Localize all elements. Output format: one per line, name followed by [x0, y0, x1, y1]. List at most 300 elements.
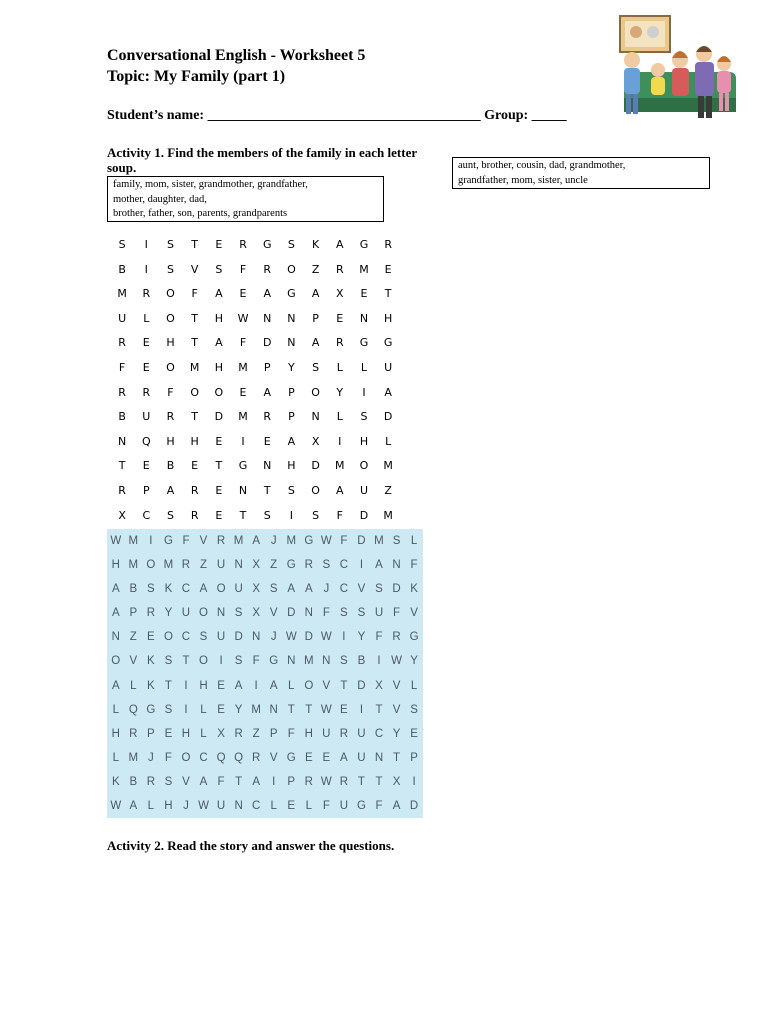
soup2-row — [107, 794, 423, 818]
soup-letter: F — [340, 535, 348, 548]
soup-letter: I — [289, 508, 294, 522]
soup-letter: I — [184, 679, 188, 692]
soup-letter: G — [383, 336, 393, 350]
soup-letter: L — [200, 727, 207, 740]
soup-letter: D — [409, 799, 419, 812]
soup-letter: I — [359, 559, 364, 572]
soup-letter: M — [359, 262, 369, 276]
soup-letter: V — [392, 679, 401, 692]
soup-letter: L — [336, 410, 343, 424]
soup-letter: E — [304, 751, 313, 764]
soup-letter: A — [111, 583, 120, 596]
soup-letter: T — [191, 238, 199, 251]
soup-letter: K — [147, 679, 155, 692]
soup-letter: G — [262, 238, 272, 251]
soup-letter: V — [410, 607, 418, 620]
soup-letter: H — [190, 434, 199, 448]
soup-letter: Z — [384, 484, 392, 497]
soup-letter: W — [285, 631, 297, 644]
soup-letter: A — [166, 484, 175, 497]
soup-letter: S — [166, 238, 174, 251]
soup-letter: R — [142, 385, 151, 399]
soup-letter: G — [356, 799, 366, 812]
soup-letter: Z — [129, 631, 137, 644]
soup-letter: L — [288, 679, 295, 692]
soup-letter: T — [340, 679, 348, 692]
soup-letter: O — [199, 655, 208, 668]
soup-letter: E — [384, 262, 392, 276]
soup1-row — [110, 484, 400, 497]
soup1-row — [110, 435, 400, 448]
soup-letter: D — [392, 583, 401, 596]
soup-letter: D — [357, 535, 366, 548]
soup-letter: S — [263, 508, 271, 522]
soup-letter: S — [322, 559, 331, 572]
soup-letter: I — [144, 262, 148, 276]
soup-letter: C — [251, 799, 261, 812]
soup-letter: O — [181, 751, 191, 764]
soup-letter: X — [118, 508, 126, 522]
soup-letter: N — [234, 559, 243, 572]
soup-letter: M — [251, 703, 261, 716]
soup-letter: S — [375, 583, 383, 596]
soup-letter: A — [311, 287, 320, 301]
worksheet-title: Conversational English - Worksheet 5 — [107, 47, 366, 64]
soup-letter: M — [335, 459, 345, 473]
soup-letter: A — [340, 751, 348, 764]
soup-letter: T — [287, 703, 295, 716]
soup-letter: N — [304, 607, 313, 620]
soup-letter: A — [287, 434, 296, 448]
soup-letter: E — [147, 631, 155, 644]
soup-letter: M — [383, 508, 393, 522]
soup-letter: L — [336, 361, 343, 374]
soup-letter: F — [375, 631, 383, 644]
soup-letter: B — [118, 410, 126, 424]
soup-letter: E — [217, 679, 225, 692]
soup-letter: M — [238, 361, 248, 374]
activity1-heading: Activity 1. Find the members of the family in each letter soup. — [107, 145, 417, 175]
soup-letter: I — [272, 775, 276, 788]
soup-letter: A — [199, 775, 208, 788]
soup-letter: M — [128, 559, 139, 572]
soup-letter: N — [392, 559, 401, 572]
soup-letter: L — [410, 535, 418, 548]
soup-letter: O — [111, 655, 121, 668]
soup-letter: I — [362, 385, 366, 399]
soup1-row — [110, 312, 400, 325]
soup-letter: D — [287, 607, 296, 620]
soup-letter: E — [360, 287, 368, 301]
word-list-box-1 — [107, 176, 384, 222]
soup-letter: G — [286, 751, 296, 764]
soup2-row — [107, 649, 423, 673]
soup-letter: X — [252, 583, 260, 596]
soup-letter: U — [384, 361, 393, 374]
soup-letter: T — [357, 775, 365, 788]
soup-letter: W — [110, 535, 122, 548]
soup-letter: U — [216, 631, 226, 644]
soup-letter: T — [375, 703, 383, 716]
soup-letter: S — [199, 631, 208, 644]
soup-letter: A — [252, 775, 260, 788]
soup-letter: H — [304, 727, 313, 740]
soup-letter: K — [164, 583, 173, 596]
soup-letter: P — [312, 311, 319, 325]
soup-letter: M — [303, 655, 314, 668]
soup-letter: T — [239, 508, 247, 522]
soup-letter: O — [304, 679, 314, 692]
soup-letter: J — [147, 751, 154, 764]
soup-letter: X — [217, 727, 225, 740]
soup-letter: R — [118, 484, 126, 497]
soup-letter: E — [217, 703, 225, 716]
soup-letter: T — [375, 775, 383, 788]
soup-letter: W — [320, 703, 332, 716]
soup-letter: S — [392, 535, 401, 548]
soup-letter: A — [311, 336, 320, 350]
soup-letter: F — [239, 262, 247, 276]
soup-letter: R — [335, 262, 344, 276]
soup1-row — [110, 361, 400, 374]
soup-letter: R — [335, 336, 344, 350]
soup-letter: W — [110, 799, 122, 812]
soup-letter: O — [287, 262, 296, 276]
soup-letter: L — [143, 311, 150, 325]
soup-letter: U — [234, 583, 243, 596]
soup-letter: O — [359, 459, 369, 473]
soup-letter: A — [269, 679, 278, 692]
soup-letter: N — [238, 484, 248, 497]
soup-letter: V — [129, 655, 138, 668]
soup-letter: P — [288, 410, 295, 424]
soup-letter: G — [269, 655, 279, 668]
soup-letter: D — [214, 410, 224, 424]
soup-letter: O — [163, 631, 173, 644]
soup-letter: G — [146, 703, 156, 716]
soup2-row — [107, 601, 423, 625]
soup1-row — [110, 459, 400, 472]
soup-letter: M — [189, 361, 200, 374]
soup1-row — [110, 238, 400, 251]
soup-letter: L — [270, 799, 277, 812]
soup-letter: X — [392, 775, 401, 788]
soup-letter: E — [215, 434, 223, 448]
soup-letter: Z — [199, 559, 208, 572]
soup-letter: C — [142, 508, 151, 522]
word-list-line: grandfather, mom, sister, uncle — [458, 174, 588, 186]
soup-letter: S — [166, 262, 174, 276]
soup2-row — [107, 746, 423, 770]
soup-letter: H — [166, 434, 175, 448]
soup-letter: T — [215, 459, 223, 473]
soup-letter: W — [320, 535, 332, 548]
soup-letter: S — [166, 508, 174, 522]
soup2-row — [107, 577, 423, 601]
soup-letter: A — [252, 535, 260, 548]
soup-letter: E — [336, 311, 344, 325]
soup2-row — [107, 770, 423, 794]
soup-letter: S — [147, 583, 155, 596]
soup-letter: F — [322, 607, 330, 620]
soup-letter: R — [118, 385, 126, 399]
soup-letter: W — [320, 631, 332, 644]
soup-letter: A — [287, 583, 296, 596]
soup-letter: F — [118, 361, 126, 374]
soup-letter: N — [234, 799, 243, 812]
soup2-row — [107, 698, 423, 722]
soup-letter: T — [164, 679, 172, 692]
soup-letter: L — [360, 361, 368, 374]
soup2-row — [107, 625, 423, 649]
soup-letter: T — [393, 751, 401, 764]
soup-letter: C — [339, 559, 349, 572]
soup-letter: E — [215, 238, 223, 251]
soup-letter: H — [359, 434, 369, 448]
soup-letter: P — [129, 607, 138, 620]
soup-letter: N — [269, 703, 278, 716]
soup-letter: V — [392, 703, 401, 716]
soup-letter: S — [287, 484, 295, 497]
soup-letter: Z — [311, 262, 320, 276]
soup-letter: N — [216, 607, 226, 620]
soup-letter: H — [111, 559, 120, 572]
soup-letter: E — [191, 459, 199, 473]
soup-letter: R — [392, 631, 401, 644]
soup-letter: R — [239, 238, 247, 251]
soup-letter: E — [215, 508, 223, 522]
soup-letter: S — [312, 508, 320, 522]
soup-letter: E — [410, 727, 418, 740]
soup-letter: T — [191, 336, 199, 350]
soup-letter: O — [166, 361, 175, 374]
soup-letter: N — [287, 655, 296, 668]
soup-letter: L — [200, 703, 207, 716]
soup-letter: N — [322, 655, 331, 668]
soup-letter: D — [357, 679, 366, 692]
soup-letter: V — [199, 535, 208, 548]
soup-letter: C — [181, 583, 191, 596]
soup-letter: S — [287, 238, 295, 251]
family-portrait-icon — [612, 14, 740, 126]
soup-letter: G — [409, 631, 419, 644]
soup-letter: M — [374, 535, 384, 548]
soup2-row — [107, 722, 423, 746]
soup-letter: N — [251, 631, 261, 644]
soup-letter: H — [199, 679, 208, 692]
soup-letter: C — [199, 751, 208, 764]
soup-letter: D — [304, 631, 313, 644]
soup-letter: A — [215, 336, 223, 350]
soup-letter: T — [384, 287, 392, 301]
word-list-line: aunt, brother, cousin, dad, grandmother, — [458, 160, 626, 171]
soup-letter: I — [342, 631, 346, 644]
soup-letter: Q — [216, 751, 226, 764]
soup-letter: F — [164, 751, 172, 764]
soup-letter: G — [304, 535, 314, 548]
soup-letter: W — [198, 799, 209, 812]
soup-letter: U — [322, 727, 331, 740]
soup-letter: K — [311, 238, 320, 251]
soup-letter: U — [216, 559, 226, 572]
soup-letter: L — [305, 799, 312, 812]
soup1-row — [110, 509, 400, 522]
soup-letter: I — [359, 703, 364, 716]
soup-letter: N — [263, 459, 272, 473]
soup-letter: Y — [234, 703, 243, 716]
soup-letter: A — [111, 679, 120, 692]
activity2-heading: Activity 2. Read the story and answer the questions. — [107, 838, 395, 853]
soup-letter: I — [254, 679, 258, 692]
soup-letter: G — [287, 287, 296, 301]
soup-letter: T — [118, 459, 126, 473]
soup-letter: S — [312, 361, 320, 374]
soup-letter: O — [166, 287, 175, 301]
soup1-row — [110, 386, 400, 399]
soup-letter: D — [311, 459, 320, 473]
soup-letter: E — [239, 287, 247, 301]
soup-letter: G — [238, 459, 248, 473]
soup-letter: A — [215, 287, 223, 301]
soup-letter: V — [269, 607, 278, 620]
soup-letter: E — [239, 385, 247, 399]
soup-letter: H — [214, 311, 223, 325]
soup-letter: E — [142, 459, 150, 473]
soup-letter: B — [357, 655, 366, 668]
soup-letter: O — [199, 607, 208, 620]
soup-letter: D — [234, 631, 243, 644]
soup-letter: G — [163, 535, 173, 548]
word-list-line: mother, daughter, dad, — [113, 193, 207, 205]
soup-letter: S — [164, 775, 173, 788]
soup-letter: S — [215, 262, 223, 276]
soup1-row — [110, 287, 400, 300]
soup-letter: S — [118, 238, 126, 251]
soup1-row — [110, 336, 400, 349]
soup-letter: A — [263, 287, 271, 301]
soup-letter: H — [111, 727, 120, 740]
soup-letter: J — [270, 535, 277, 548]
soup-letter: O — [311, 484, 320, 497]
soup-letter: R — [181, 559, 191, 572]
soup-letter: X — [311, 434, 320, 448]
soup-letter: Q — [128, 703, 138, 716]
soup-letter: R — [263, 410, 272, 424]
soup-letter: E — [340, 703, 348, 716]
soup-letter: L — [112, 703, 119, 716]
soup-letter: C — [374, 727, 384, 740]
soup-letter: P — [269, 727, 278, 740]
soup-letter: N — [287, 311, 296, 325]
soup-letter: L — [112, 751, 119, 764]
soup-letter: R — [118, 336, 126, 350]
soup2-row — [107, 673, 423, 697]
soup-letter: T — [191, 311, 199, 325]
soup-letter: F — [410, 559, 418, 572]
soup-letter: U — [374, 607, 384, 620]
soup-letter: B — [118, 262, 126, 276]
word-list-line: brother, father, son, parents, grandparents — [113, 208, 288, 219]
soup-letter: O — [216, 583, 226, 596]
soup-letter: J — [183, 799, 189, 812]
soup-letter: F — [252, 655, 260, 668]
soup-letter: S — [164, 703, 173, 716]
soup-letter: T — [191, 410, 199, 424]
soup-letter: R — [142, 287, 151, 301]
soup-letter: H — [214, 361, 223, 374]
soup-letter: S — [357, 607, 366, 620]
soup-letter: S — [340, 607, 348, 620]
word-list-box-2 — [452, 157, 710, 189]
soup-letter: T — [305, 703, 313, 716]
soup-letter: F — [287, 727, 295, 740]
word-list-line: family, mom, sister, grandmother, grandfather, — [113, 179, 308, 190]
soup-letter: Z — [252, 727, 260, 740]
soup2-row — [107, 553, 423, 577]
soup-letter: F — [167, 385, 174, 399]
soup-letter: F — [191, 287, 198, 301]
soup-letter: S — [269, 583, 278, 596]
soup-letter: X — [252, 559, 260, 572]
soup-letter: D — [262, 336, 272, 350]
soup-letter: J — [323, 583, 330, 596]
soup-letter: F — [182, 535, 190, 548]
soup-letter: I — [184, 703, 188, 716]
soup-letter: X — [375, 679, 383, 692]
soup-letter: O — [214, 385, 224, 399]
soup-letter: V — [322, 679, 331, 692]
soup-letter: X — [252, 607, 260, 620]
soup-letter: E — [322, 751, 331, 764]
soup-letter: W — [320, 775, 332, 788]
soup-letter: E — [142, 361, 150, 374]
soup-letter: R — [129, 727, 138, 740]
soup-letter: E — [164, 727, 173, 740]
soup-letter: R — [190, 484, 199, 497]
soup-letter: Y — [357, 631, 366, 644]
letter-soup-2 — [107, 529, 423, 818]
soup-letter: O — [190, 385, 199, 399]
soup-letter: A — [336, 484, 344, 497]
soup-letter: I — [377, 655, 381, 668]
soup-letter: L — [147, 799, 155, 812]
soup-letter: Q — [141, 434, 151, 448]
soup-letter: E — [215, 484, 223, 497]
soup-letter: Y — [410, 655, 418, 668]
soup-letter: R — [166, 410, 175, 424]
soup-letter: J — [270, 631, 277, 644]
soup-letter: U — [181, 607, 191, 620]
soup-letter: P — [147, 727, 155, 740]
soup-letter: V — [182, 775, 190, 788]
soup-letter: R — [304, 775, 313, 788]
soup-letter: N — [311, 410, 320, 424]
soup-letter: K — [410, 583, 418, 596]
soup-letter: S — [164, 655, 173, 668]
soup-letter: E — [287, 799, 296, 812]
soup-letter: B — [129, 775, 138, 788]
soup-letter: N — [374, 751, 384, 764]
soup-letter: R — [339, 775, 349, 788]
soup-letter: N — [263, 311, 272, 325]
soup-letter: U — [359, 484, 368, 497]
soup-letter: E — [263, 434, 271, 448]
soup-letter: C — [339, 583, 349, 596]
soup-letter: M — [233, 535, 244, 548]
soup-letter: R — [146, 775, 156, 788]
soup-letter: R — [146, 607, 156, 620]
soup-letter: S — [234, 607, 243, 620]
